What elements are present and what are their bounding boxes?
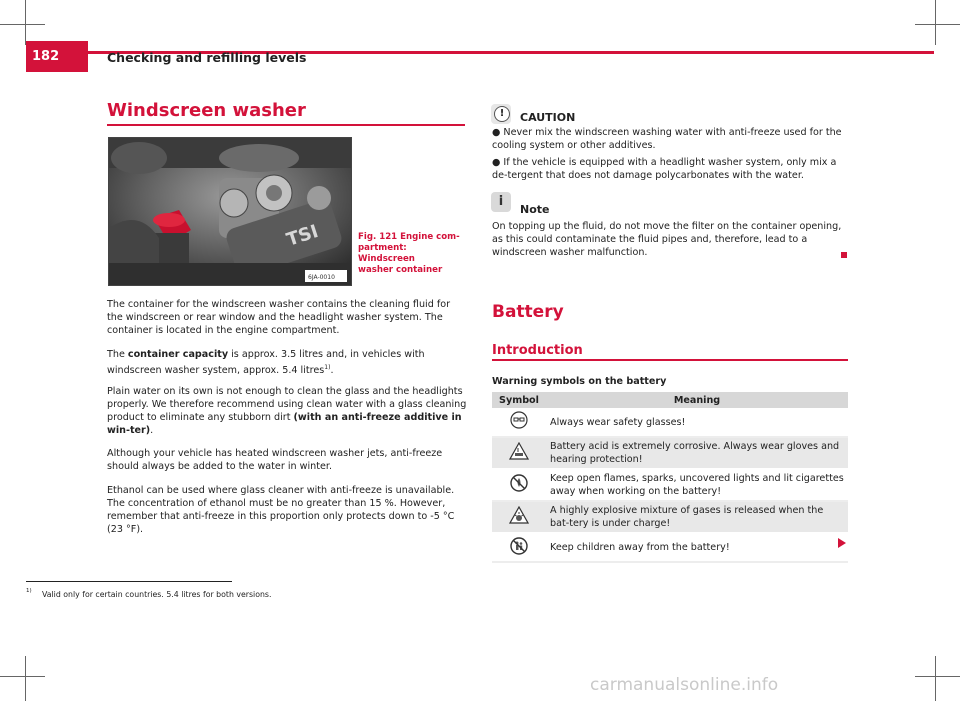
table-row xyxy=(492,533,848,562)
text: Plain water on its own is not enough to clean the glass and the headlights properly. We therefore recommend using clean water with a glass cleaning product to eliminate any stubborn dirt xyxy=(107,386,467,423)
text: The xyxy=(107,349,128,360)
crop-mark xyxy=(25,656,26,701)
table-row xyxy=(492,437,848,469)
bold-text: container capacity xyxy=(127,349,229,360)
engine-image xyxy=(109,138,351,285)
table-title: Warning symbols on the battery xyxy=(492,376,667,387)
page-number: 182 xyxy=(26,41,88,72)
table-row xyxy=(492,469,848,501)
symbol-meaning: A highly explosive mixture of gases is released when the bat-tery is under charge! xyxy=(546,501,848,533)
crop-mark xyxy=(935,656,936,701)
paragraph-1: The container for the windscreen washer contains the cleaning fluid for the windscreen or rear window and the headlight washer system. The container is located in the engine compartment. xyxy=(107,299,451,336)
caution-bullet: ● Never mix the windscreen washing water with anti-freeze used for the cooling system or other additives. xyxy=(492,127,842,151)
symbol-meaning: Keep open flames, sparks, uncovered lights and lit cigarettes away when working on the battery! xyxy=(546,469,848,501)
section-end-marker xyxy=(841,252,847,258)
info-icon: i xyxy=(491,192,511,212)
section-title: Windscreen washer xyxy=(107,100,306,121)
bold-text: (with an anti-freeze additive in win-ter) xyxy=(107,412,462,436)
text: . xyxy=(150,425,154,436)
introduction-title: Introduction xyxy=(492,343,583,358)
continue-arrow-icon xyxy=(838,538,846,548)
caption-line: Fig. 121 Engine com- xyxy=(358,232,460,242)
watermark: carmanualsonline.info xyxy=(590,675,779,695)
introduction-rule xyxy=(492,359,848,361)
symbol-meaning: Keep children away from the battery! xyxy=(546,533,848,562)
text: is approx. 3.5 litres and, in vehicles with windscreen washer system, approx. 5.4 litres xyxy=(107,349,425,377)
paragraph-2 xyxy=(107,348,467,377)
footnote-number: 1) xyxy=(26,588,32,594)
paragraph-4: Although your vehicle has heated windscreen washer jets, anti-freeze should always be added to the water in winter. xyxy=(107,448,443,472)
engine-figure xyxy=(108,137,352,286)
figure-code: 6JA-0010 xyxy=(308,274,335,281)
crop-mark xyxy=(935,0,936,45)
symbol-meaning: Always wear safety glasses! xyxy=(546,408,848,437)
keep-children-away-icon xyxy=(510,537,528,555)
footnote-text: Valid only for certain countries. 5.4 litres for both versions. xyxy=(42,590,272,599)
crop-mark xyxy=(915,24,960,25)
paragraph-5: Ethanol can be used where glass cleaner with anti-freeze is unavailable. The concentration of ethanol must be no greater than 15 %. However, remember that anti-freeze in this proportion only protects down to -5 °C (23 °F). xyxy=(107,485,455,535)
column-header: Symbol xyxy=(492,392,546,408)
engine-badge: TSI xyxy=(284,220,321,251)
column-header: Meaning xyxy=(546,392,848,408)
caption-line: partment: Windscreen xyxy=(358,243,415,264)
caution-bullet: ● If the vehicle is equipped with a headlight washer system, only mix a de-tergent that does not damage polycarbonates with the water. xyxy=(492,157,837,181)
safety-glasses-icon xyxy=(510,411,528,429)
footnote-ref: 1) xyxy=(324,364,331,371)
crop-mark xyxy=(0,676,45,677)
crop-mark xyxy=(915,676,960,677)
footnote-marker xyxy=(26,588,32,598)
explosive-gas-icon xyxy=(509,506,529,524)
caption-line: washer container xyxy=(358,265,443,275)
figure-caption xyxy=(358,232,463,276)
caution-title: CAUTION xyxy=(520,111,576,124)
table-header-row xyxy=(492,392,848,408)
paragraph-3 xyxy=(107,385,467,437)
table-row xyxy=(492,501,848,533)
crop-mark xyxy=(0,24,45,25)
note-title: Note xyxy=(520,203,550,216)
warning-symbols-table xyxy=(492,392,848,563)
running-title: Checking and refilling levels xyxy=(107,50,307,65)
section-rule xyxy=(107,124,465,126)
text: . xyxy=(330,365,334,377)
crop-mark xyxy=(25,0,26,45)
symbol-meaning: Battery acid is extremely corrosive. Always wear gloves and hearing protection! xyxy=(546,437,848,469)
note-text: On topping up the fluid, do not move the filter on the container opening, as this could contaminate the fluid pipes and, therefore, lead to a windscreen washer malfunction. xyxy=(492,221,842,258)
footnote-rule xyxy=(26,581,232,582)
no-open-flame-icon xyxy=(510,474,528,492)
warning-icon: ! xyxy=(491,104,511,124)
battery-title: Battery xyxy=(492,302,564,322)
table-row xyxy=(492,408,848,437)
corrosive-acid-icon xyxy=(509,442,529,460)
